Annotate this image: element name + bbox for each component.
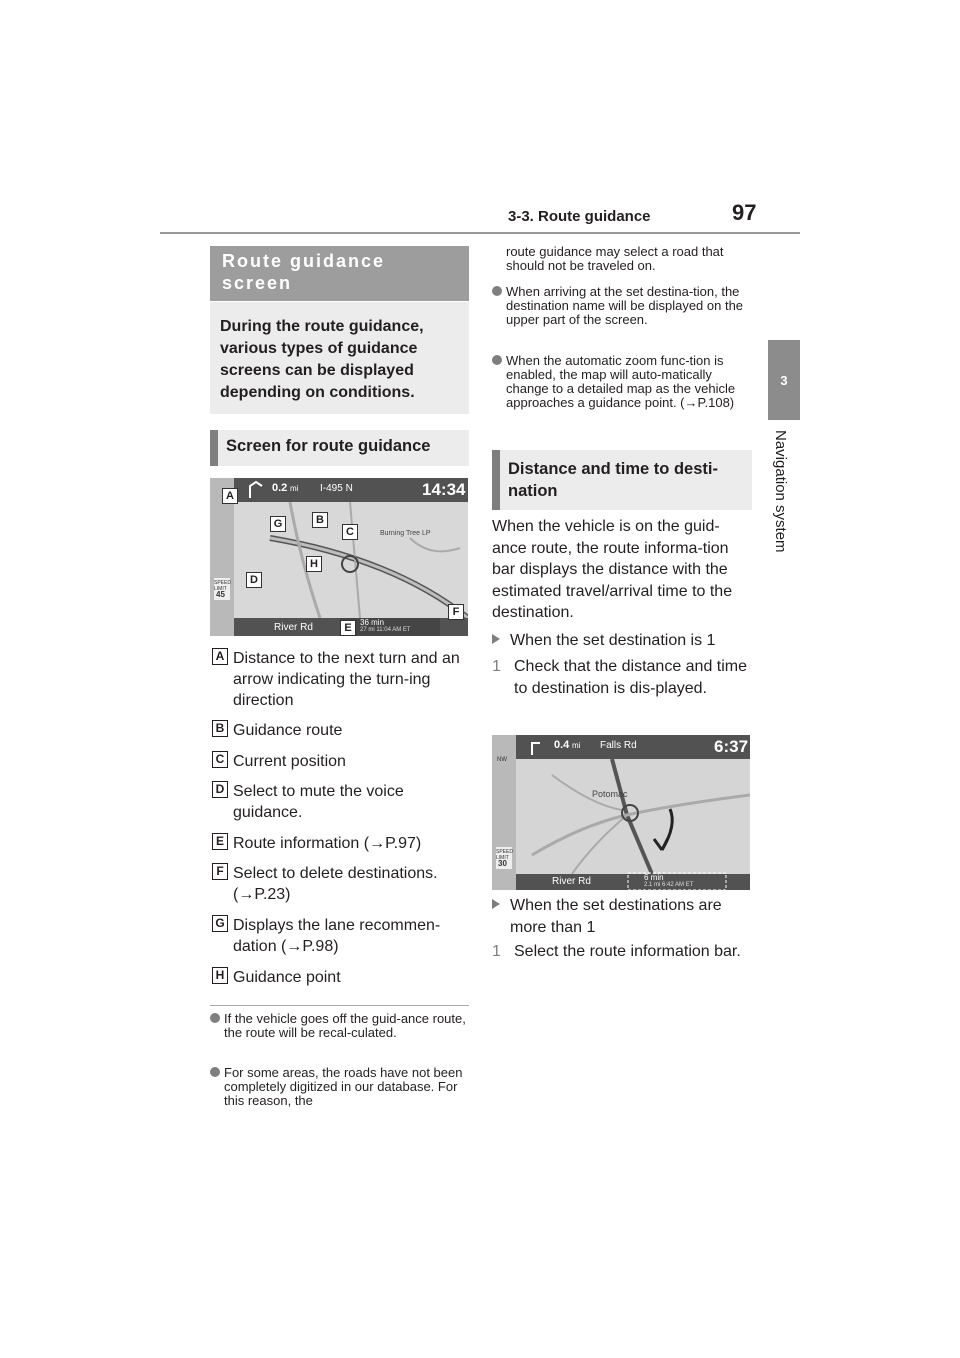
map2-speed-limit: SPEED LIMIT (496, 849, 513, 861)
chapter-side-label (772, 430, 802, 570)
section-header: 3-3. Route guidance (508, 208, 651, 225)
subheading-distance-time: Distance and time to desti-nation (492, 450, 752, 510)
note-offroute (210, 1012, 470, 1040)
header-rule (160, 232, 800, 234)
badge-d: D (212, 781, 228, 798)
map1-eta-detail: 27 mi 11:04 AM ET (360, 627, 411, 633)
case-multiple-destinations (492, 895, 752, 938)
callout-c: C (342, 524, 358, 540)
callout-f: F (448, 604, 464, 620)
map2-eta: 6 min (644, 873, 664, 882)
callout-b: B (312, 512, 328, 528)
triangle-bullet-icon (492, 634, 500, 644)
map2-speed-value: 30 (498, 859, 507, 868)
badge-c: C (212, 751, 228, 768)
route-guidance-screenshot (210, 478, 468, 636)
map1-speed-limit: SPEED LIMIT (214, 580, 231, 592)
map2-distance-unit: mi (572, 741, 581, 750)
badge-g: G (212, 915, 228, 932)
map2-road: Falls Rd (600, 740, 637, 751)
side-label-text: Navigation system (772, 430, 789, 553)
map1-speed-value: 45 (216, 590, 225, 599)
badge-f: F (212, 863, 228, 880)
map1-bottom-road: River Rd (274, 622, 313, 633)
legend-text-b: Guidance route (233, 722, 343, 739)
note-autozoom-text: When the automatic zoom func-tion is enabled, the map will auto-matically change to a detailed map as the vehicle approaches a guidance point. (→P.108) (506, 353, 736, 410)
map1-road: I-495 N (320, 483, 353, 494)
step-select-text: Select the route information bar. (514, 943, 741, 960)
map-graphic (210, 478, 468, 636)
bullet-icon (210, 1013, 220, 1023)
bullet-icon (210, 1067, 220, 1077)
legend-text-a: Distance to the next turn and an arrow indicating the turn-ing direction (233, 650, 460, 709)
step-check-distance (492, 656, 752, 699)
triangle-bullet-icon (492, 899, 500, 909)
legend-item-c (212, 751, 472, 772)
map2-compass: NW (497, 757, 507, 763)
subheading-screen: Screen for route guidance (210, 430, 469, 466)
badge-e: E (212, 833, 228, 850)
badge-b: B (212, 720, 228, 737)
route-info-screenshot (492, 735, 750, 890)
legend-text-h: Guidance point (233, 969, 341, 986)
callout-e: E (340, 620, 356, 636)
legend-text-d: Select to mute the voice guidance. (233, 783, 404, 821)
legend-text-f: Select to delete destinations. (→P.23) (233, 865, 438, 903)
legend-item-a (212, 648, 472, 711)
legend-item-h (212, 967, 472, 988)
chapter-tab: 3 (768, 340, 800, 420)
note-continuation-text: route guidance may select a road that should not be traveled on. (506, 244, 724, 273)
step-select-bar (492, 941, 752, 963)
map2-place: Potomac (592, 789, 628, 799)
callout-d: D (246, 572, 262, 588)
case-multiple-text: When the set destinations are more than 1 (510, 897, 722, 936)
map2-distance: 0.4 (554, 739, 570, 751)
map1-clock: 14:34 (422, 480, 466, 499)
badge-a: A (212, 648, 228, 665)
map2-eta-detail: 2.1 mi 6:42 AM ET (644, 882, 694, 888)
case-one-text: When the set destination is 1 (510, 632, 716, 649)
note-digitized (210, 1066, 470, 1108)
callout-h: H (306, 556, 322, 572)
badge-h: H (212, 967, 228, 984)
callout-g: G (270, 516, 286, 532)
callout-a: A (222, 488, 238, 504)
distance-paragraph: When the vehicle is on the guid-ance route, the route informa-tion bar displays the distance with the estimated travel/arrival time to the destination. (492, 518, 733, 621)
map2-clock: 6:37 (714, 737, 749, 756)
legend-text-e: Route information (→P.97) (233, 835, 422, 852)
legend-item-f (212, 863, 472, 905)
map2-bottom-road: River Rd (552, 876, 591, 887)
map1-distance: 0.2 (272, 482, 288, 494)
legend-text-c: Current position (233, 753, 346, 770)
note-continuation (492, 245, 752, 273)
section-title: Route guidance screen (210, 246, 469, 301)
map1-eta: 36 min (360, 618, 385, 627)
page-number: 97 (732, 200, 757, 225)
note-offroute-text: If the vehicle goes off the guid-ance route, the route will be recal-culated. (224, 1011, 466, 1040)
bullet-icon (492, 355, 502, 365)
note-arriving-text: When arriving at the set destina-tion, the destination name will be displayed on the upper part of the screen. (506, 284, 744, 327)
map2-graphic (492, 735, 750, 890)
map1-distance-unit: mi (290, 484, 299, 493)
bullet-icon (492, 286, 502, 296)
legend-text-g: Displays the lane recommen-dation (→P.98) (233, 917, 441, 955)
step-number: 1 (492, 943, 501, 960)
legend-item-d (212, 781, 472, 823)
case-one-destination (492, 630, 752, 652)
step-number: 1 (492, 658, 501, 675)
map1-place: Burning Tree LP (380, 530, 431, 537)
legend-item-g (212, 915, 472, 957)
intro-box: During the route guidance, various types of guidance screens can be displayed depending on conditions. (210, 302, 469, 414)
note-autozoom (492, 354, 752, 410)
legend-item-b (212, 720, 472, 741)
note-arriving (492, 285, 752, 327)
note-digitized-text: For some areas, the roads have not been completely digitized in our database. For this reason, the (224, 1065, 463, 1108)
notes-rule (210, 1005, 469, 1006)
legend-item-e (212, 833, 472, 854)
step-check-text: Check that the distance and time to destination is dis-played. (514, 658, 748, 697)
